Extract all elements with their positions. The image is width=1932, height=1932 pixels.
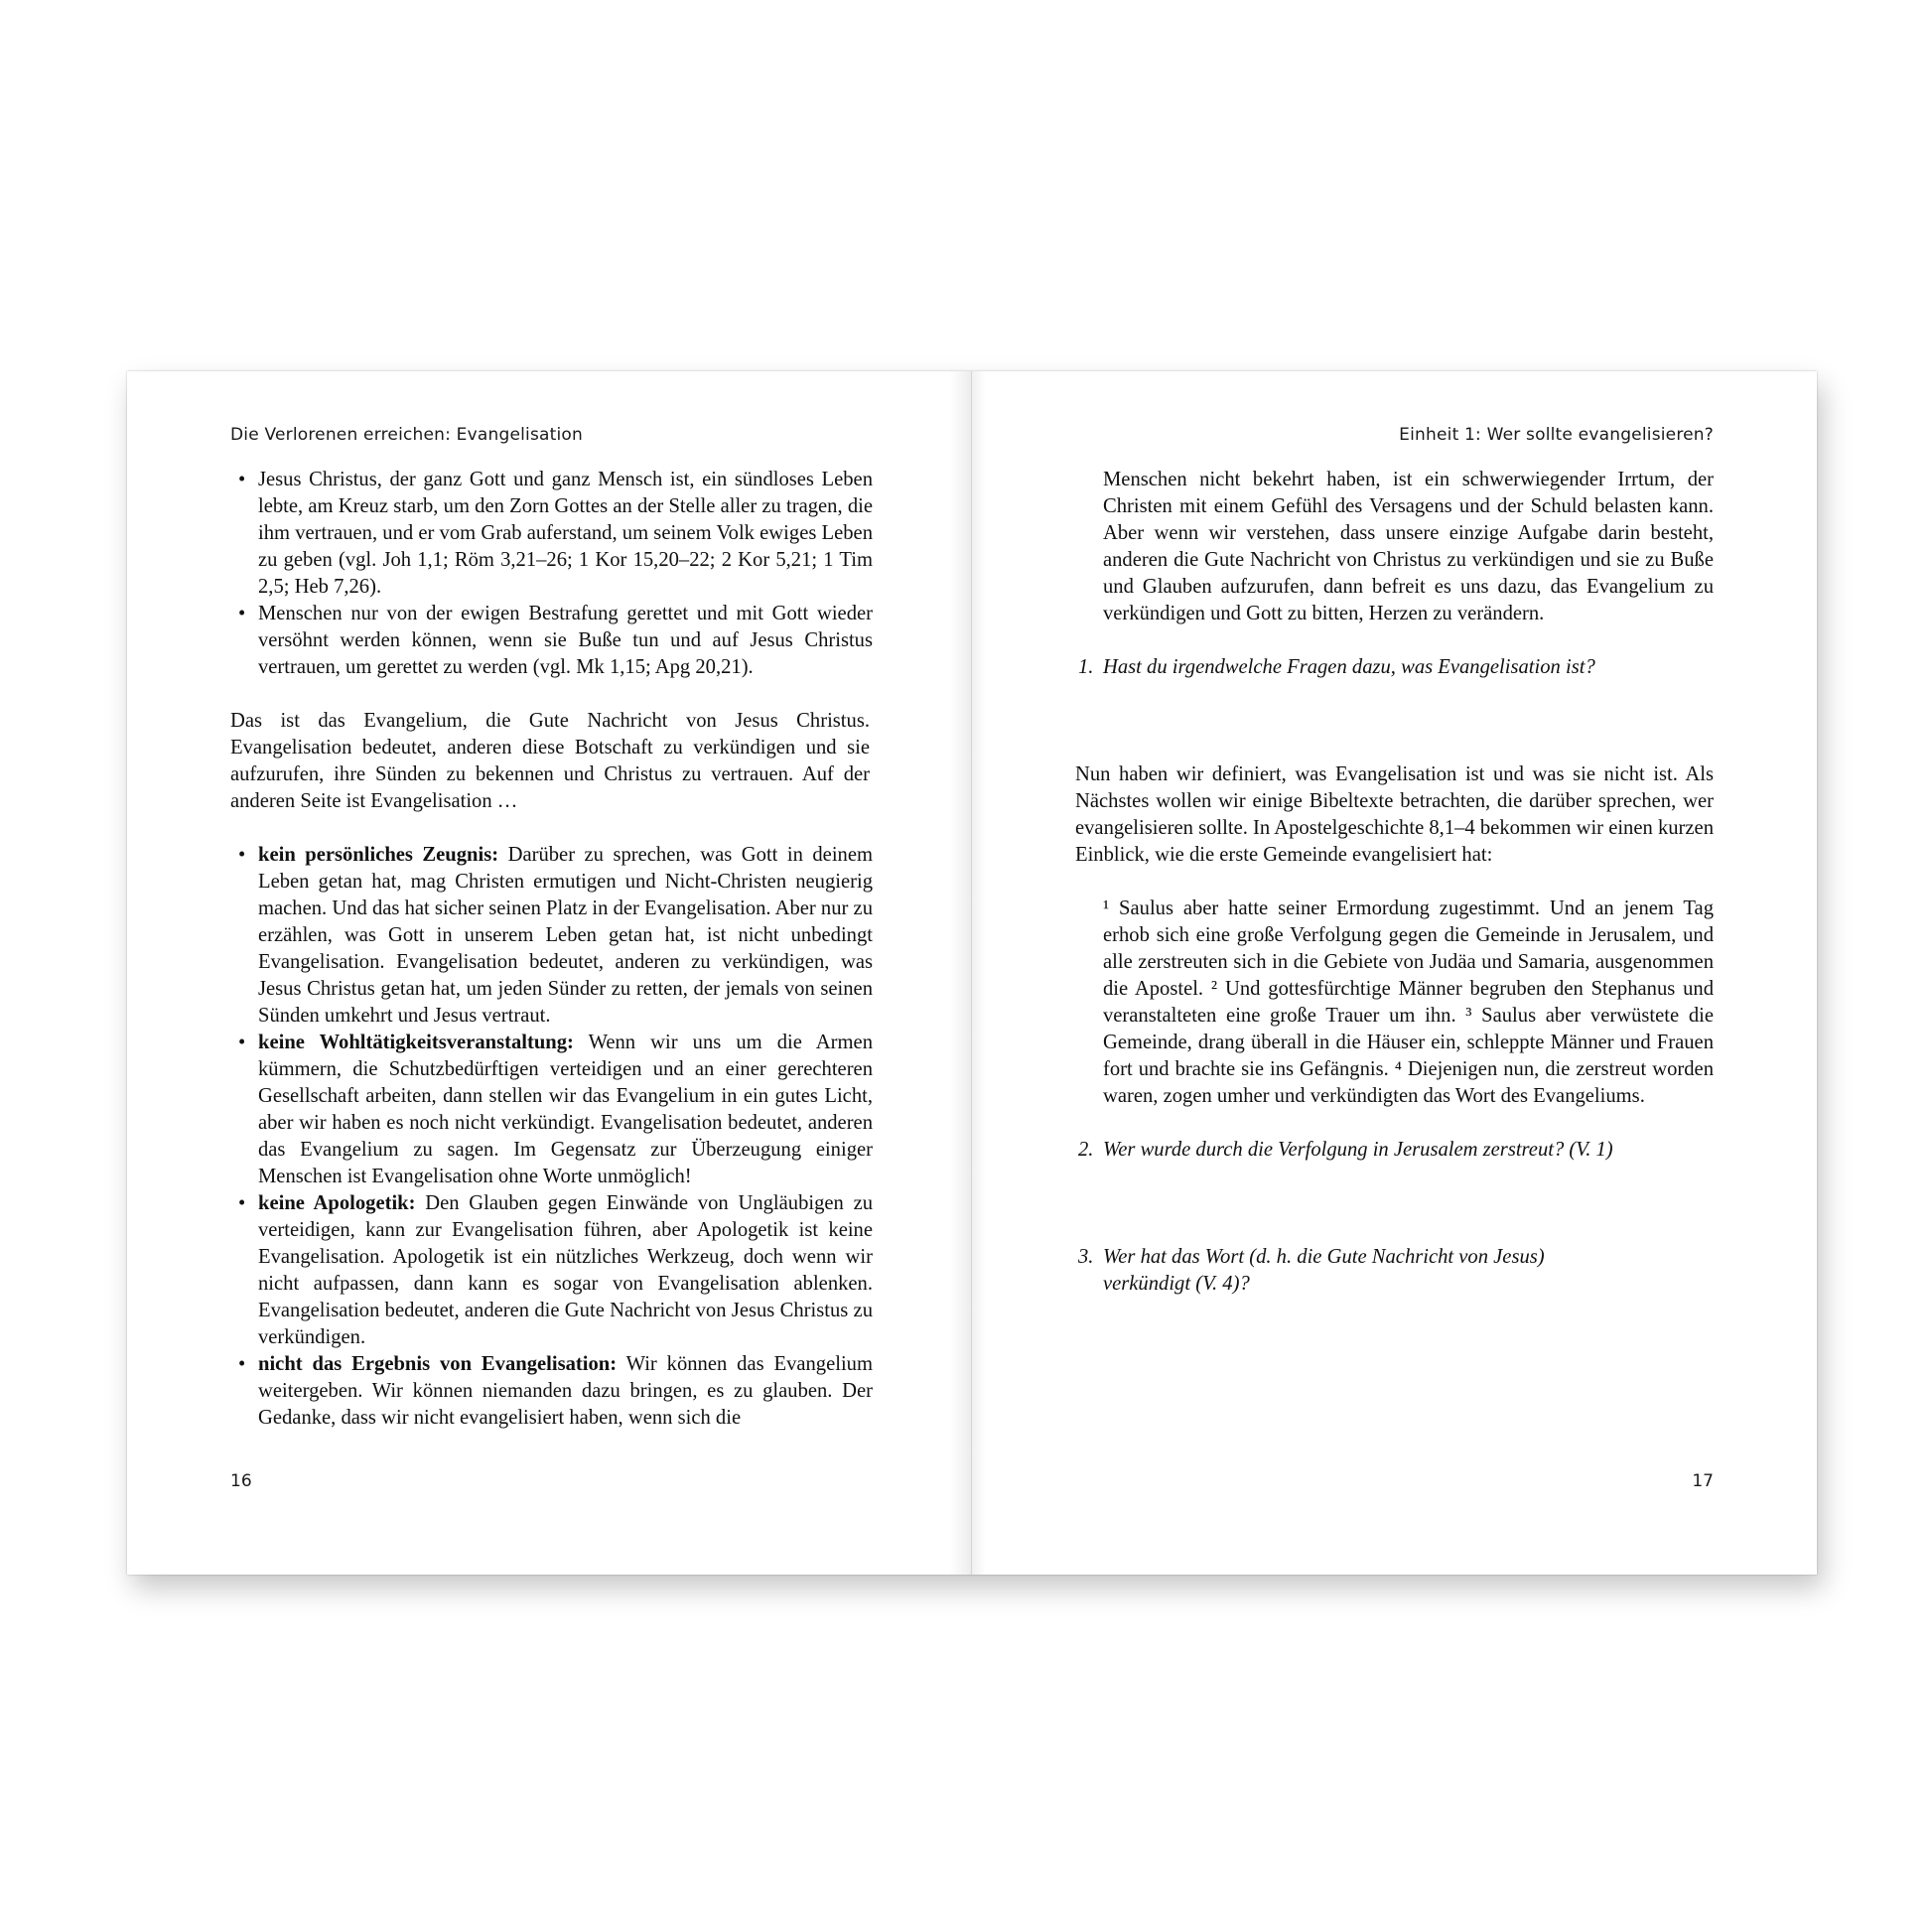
- list-item: [230, 1351, 873, 1432]
- running-head-left: Die Verlorenen erreichen: Evangelisation: [230, 425, 584, 445]
- bullet-list-definitions: [230, 842, 874, 1432]
- list-item-term: keine Apologetik:: [258, 1192, 416, 1214]
- list-item-term: nicht das Ergebnis von Evangelisation:: [258, 1353, 618, 1375]
- list-item: [230, 1030, 873, 1190]
- bullet-list-gospel: [230, 467, 873, 681]
- question-number: 1.: [1078, 656, 1094, 678]
- continuation-paragraph: Menschen nicht bekehrt haben, ist ein schwerwiegender Irrtum, der Christen mit einem Gefühl des Versagens und der Schuld belasten kann. Aber wenn wir verstehen, dass unsere einzige Aufgabe darin besteht, anderen die Gute Nachricht von Christus zu verkündigen und sie zu Buße und Glauben aufzurufen, dann befreit es uns dazu, das Evangelium zu verkündigen und Gott zu bitten, Herzen zu verändern.: [1103, 469, 1714, 624]
- list-item-text: Wenn wir uns um die Armen kümmern, die Schutzbedürftigen verteidigen und an einer gerechteren Gesellschaft arbeiten, dann stellen wir das Evangelium in ein gutes Licht, aber wir haben es noch nicht verkündigt. Evangelisation bedeutet, anderen das Evangelium zu sagen. Im Gegensatz zur Überzeugung einiger Menschen ist Evangelisation ohne Worte unmöglich!: [258, 1032, 873, 1187]
- list-item-text: Den Glauben gegen Einwände von Ungläubigen zu verteidigen, kann zur Evangelisation führen, aber Apologetik ist keine Evangelisation. Apologetik ist ein nützliches Werkzeug, doch wenn wir nicht aufpassen, dann kann es sogar von Evangelisation ablenken. Evangelisation bedeutet, anderen die Gute Nachricht von Jesus Christus zu verkündigen.: [258, 1192, 874, 1348]
- left-page: [127, 371, 972, 1575]
- question-text: Hast du irgendwelche Fragen dazu, was Evangelisation ist?: [1103, 656, 1595, 678]
- book-spread: [127, 371, 1817, 1575]
- list-item-term: kein persönliches Zeugnis:: [258, 844, 499, 866]
- body-paragraph: Nun haben wir definiert, was Evangelisation ist und was sie nicht ist. Als Nächstes wollen wir einige Bibeltexte betrachten, die darüber sprechen, wer evangelisieren sollte. In Apostelgeschichte 8,1–4 bekommen wir einen kurzen Einblick, wie die erste Gemeinde evangelisiert hat:: [1075, 763, 1714, 866]
- list-item-text: Menschen nur von der ewigen Bestrafung gerettet und mit Gott wieder versöhnt werden können, wenn sie Buße tun und auf Jesus Christus vertrauen, um gerettet zu werden (vgl. Mk 1,15; Apg 20,21).: [258, 603, 873, 678]
- right-textblock: [1075, 467, 1714, 1298]
- running-head-right: Einheit 1: Wer sollte evangelisieren?: [1399, 425, 1714, 445]
- question-1: [1075, 654, 1714, 681]
- scripture-quote: ¹ Saulus aber hatte seiner Ermordung zugestimmt. Und an jenem Tag erhob sich eine große Verfolgung gegen die Gemeinde in Jerusalem, und alle zerstreuten sich in die Gebiete von Judäa und Samaria, ausgenommen die Apostel. ² Und gottesfürchtige Männer begruben den Stephanus und veranstalteten eine große Trauer um ihn. ³ Saulus aber verwüstete die Gemeinde, drang überall in die Häuser ein, schleppte Männer und Frauen fort und brachte sie ins Gefängnis. ⁴ Diejenigen nun, die zerstreut worden waren, zogen umher und verkündigten das Wort des Evangeliums.: [1103, 897, 1714, 1107]
- bullet-icon: •: [238, 1353, 246, 1375]
- page-number-right: 17: [1692, 1471, 1714, 1491]
- list-item: [230, 601, 873, 681]
- bullet-icon: •: [238, 1192, 246, 1214]
- question-text: Wer wurde durch die Verfolgung in Jerusalem zerstreut? (V. 1): [1103, 1139, 1613, 1161]
- question-2: [1075, 1137, 1714, 1164]
- right-page: [972, 371, 1817, 1575]
- list-item-text: Darüber zu sprechen, was Gott in deinem Leben getan hat, mag Christen ermutigen und Nicht-Christen neugierig machen. Und das hat sicher seinen Platz in der Evangelisation. Aber nur zu erzählen, was Gott in unserem Leben getan hat, ist nicht unbedingt Evangelisation. Evangelisation bedeutet, anderen zu verkündigen, was Jesus Christus getan hat, um jeden Sünder zu retten, der jemals von seinen Sünden umkehrt und Jesus vertraut.: [258, 844, 873, 1027]
- left-textblock: [230, 467, 874, 1432]
- question-number: 2.: [1078, 1139, 1094, 1161]
- list-item-text: Jesus Christus, der ganz Gott und ganz Mensch ist, ein sündloses Leben lebte, am Kreuz starb, um den Zorn Gottes an der Stelle aller zu tragen, die ihm vertrauen, und er vom Grab auferstand, um seinem Volk ewiges Leben zu geben (vgl. Joh 1,1; Röm 3,21–26; 1 Kor 15,20–22; 2 Kor 5,21; 1 Tim 2,5; Heb 7,26).: [258, 469, 873, 598]
- list-item: [230, 467, 873, 601]
- bullet-icon: •: [238, 603, 246, 624]
- bullet-icon: •: [238, 844, 246, 866]
- body-paragraph: Das ist das Evangelium, die Gute Nachricht von Jesus Christus. Evangelisation bedeutet, anderen diese Botschaft zu verkündigen und sie aufzurufen, ihre Sünden zu bekennen und Christus zu vertrauen. Auf der anderen Seite ist Evangelisation …: [230, 710, 870, 812]
- bullet-icon: •: [238, 1032, 246, 1053]
- page-number-left: 16: [230, 1471, 252, 1491]
- question-text: Wer hat das Wort (d. h. die Gute Nachricht von Jesus) verkündigt (V. 4)?: [1103, 1246, 1545, 1295]
- bullet-icon: •: [238, 469, 246, 490]
- question-number: 3.: [1078, 1246, 1094, 1268]
- list-item: [230, 1190, 873, 1351]
- list-item-text: Wir können das Evangelium weitergeben. Wir können niemanden dazu bringen, es zu glauben. Der Gedanke, dass wir nicht evangelisiert haben, wenn sich die: [258, 1353, 873, 1429]
- question-3: [1075, 1244, 1619, 1298]
- list-item: [230, 842, 873, 1030]
- list-item-term: keine Wohltätigkeitsveranstaltung:: [258, 1032, 574, 1053]
